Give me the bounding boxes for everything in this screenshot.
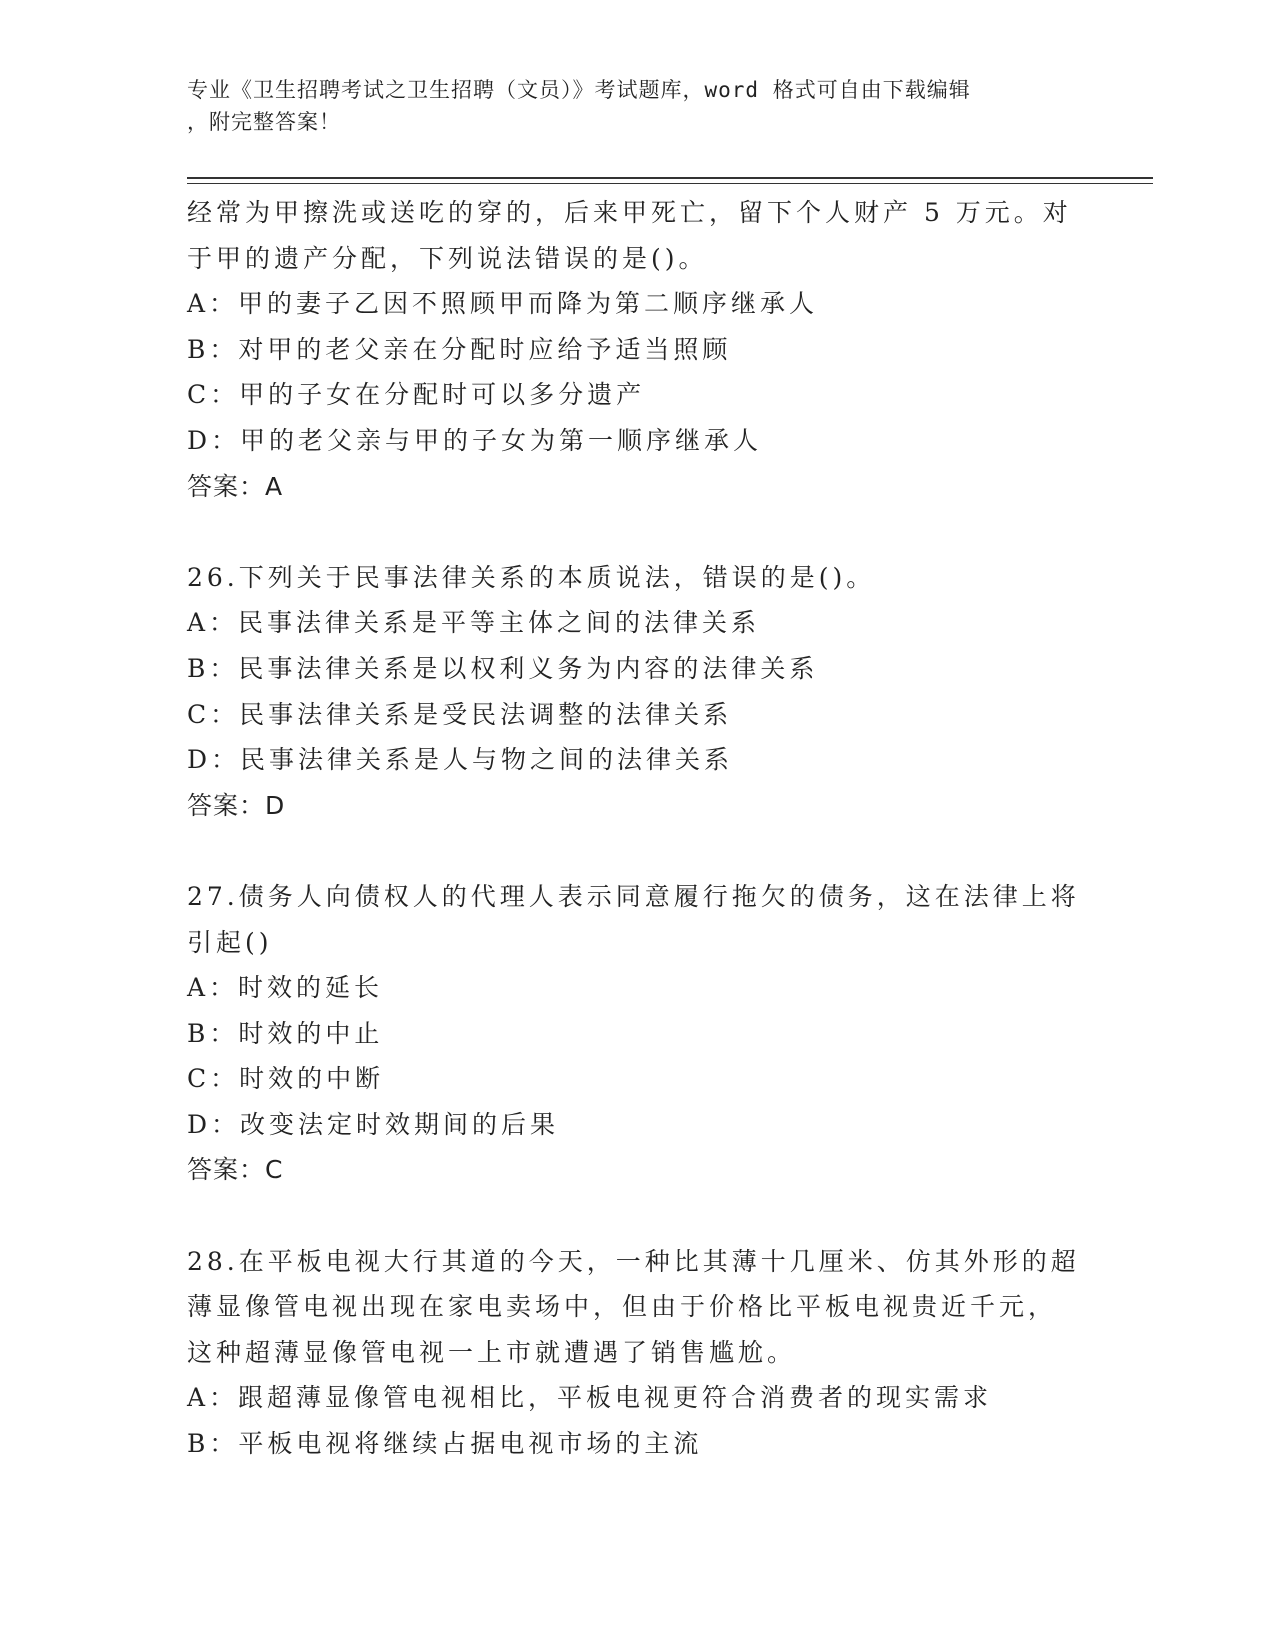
option-b: B：对甲的老父亲在分配时应给予适当照顾 [187,334,732,364]
question-26 [187,555,1087,829]
header-line-2: ，附完整答案！ [187,110,341,134]
option-a: A：民事法律关系是平等主体之间的法律关系 [187,608,761,638]
header-divider-thin [187,183,1153,184]
answer: 答案：A [187,471,284,501]
question-stem-line: 27.债务人向债权人的代理人表示同意履行拖欠的债务，这在法律上将 [187,881,1080,911]
option-d: D：改变法定时效期间的后果 [187,1109,560,1139]
option-b: B：民事法律关系是以权利义务为内容的法律关系 [187,653,819,683]
question-stem-line: 于甲的遗产分配，下列说法错误的是()。 [187,243,708,273]
question-27 [187,874,1087,1193]
question-stem-line: 这种超薄显像管电视一上市就遭遇了销售尴尬。 [187,1337,797,1367]
option-c: C：时效的中断 [187,1064,385,1094]
question-25 [187,190,1087,509]
question-stem-line: 28.在平板电视大行其道的今天，一种比其薄十几厘米、仿其外形的超 [187,1246,1080,1276]
header-divider-thick [187,177,1153,179]
option-c: C：甲的子女在分配时可以多分遗产 [187,380,646,410]
document-header [187,74,1067,138]
answer: 答案：C [187,1155,284,1185]
header-line-1: 专业《卫生招聘考试之卫生招聘（文员）》考试题库，word 格式可自由下载编辑 [187,78,971,102]
option-a: A：甲的妻子乙因不照顾甲而降为第二顺序继承人 [187,289,819,319]
question-stem-line: 引起() [187,927,273,957]
question-28 [187,1239,1087,1467]
spacer [187,509,1087,555]
option-b: B：时效的中止 [187,1018,384,1048]
option-a: A：时效的延长 [187,973,384,1003]
question-content [187,190,1087,1467]
option-d: D：甲的老父亲与甲的子女为第一顺序继承人 [187,425,763,455]
option-b: B：平板电视将继续占据电视市场的主流 [187,1429,703,1459]
spacer [187,828,1087,874]
answer: 答案：D [187,790,286,820]
question-stem-line: 薄显像管电视出现在家电卖场中，但由于价格比平板电视贵近千元， [187,1292,1058,1322]
option-a: A：跟超薄显像管电视相比，平板电视更符合消费者的现实需求 [187,1383,993,1413]
spacer [187,1193,1087,1239]
option-d: D：民事法律关系是人与物之间的法律关系 [187,745,734,775]
option-c: C：民事法律关系是受民法调整的法律关系 [187,699,733,729]
question-stem-line: 经常为甲擦洗或送吃的穿的，后来甲死亡，留下个人财产 5 万元。对 [187,198,1072,227]
question-stem-line: 26.下列关于民事法律关系的本质说法，错误的是()。 [187,562,876,592]
